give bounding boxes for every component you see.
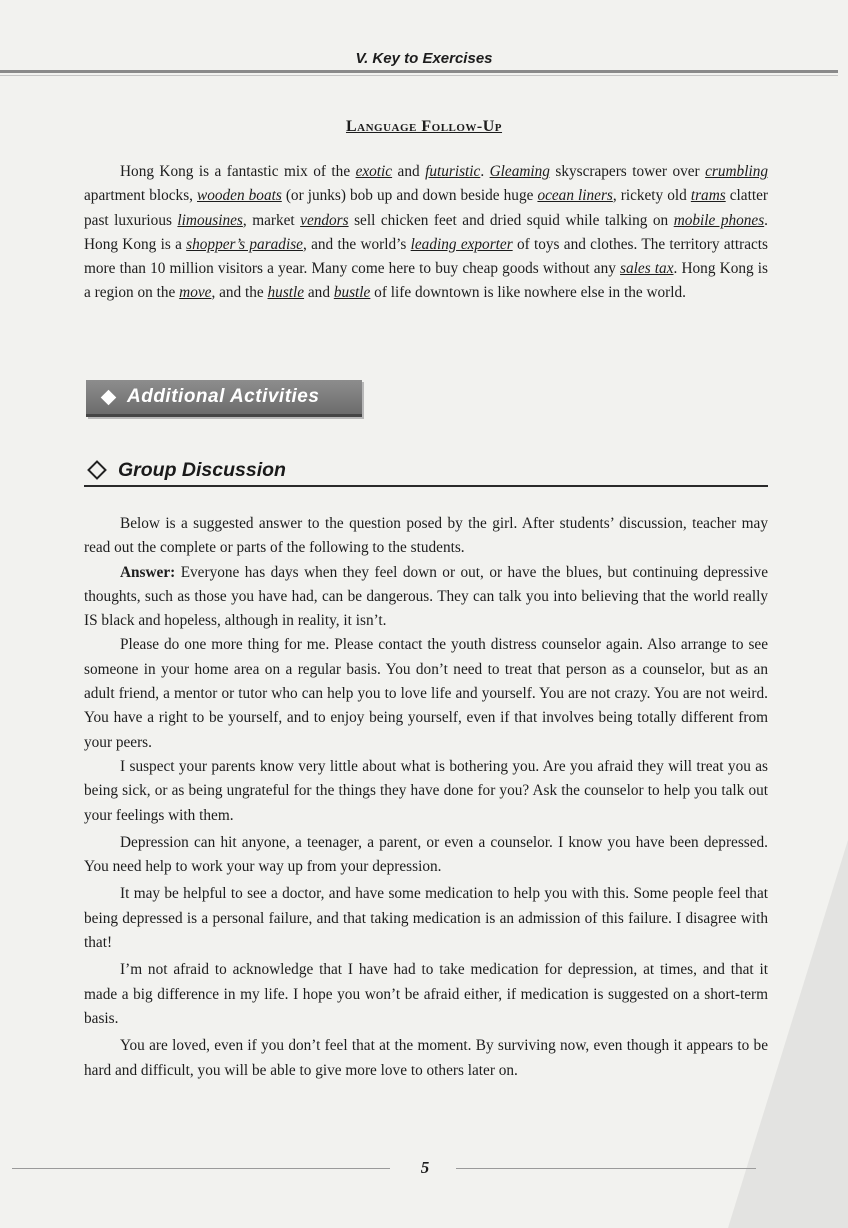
- vocab-term: Gleaming: [489, 163, 550, 180]
- vocab-term: bustle: [333, 284, 371, 302]
- footer-rule-left: [12, 1168, 390, 1169]
- section-title-text: Language Follow-Up: [345, 118, 503, 135]
- group-discussion-heading: [87, 455, 286, 485]
- text-segment: sell chicken feet and dried squid while talking on: [348, 211, 674, 229]
- group-discussion-body: [84, 512, 768, 1083]
- language-follow-up-paragraph: [84, 160, 768, 306]
- diamond-icon: [101, 389, 117, 405]
- body-paragraph: I suspect your parents know very little about what is bothering you. Are you afraid they will treat you as being sick, or as being ungrateful for the things they have done for you? Ask the counselor to help you talk out your feelings with them.: [84, 757, 768, 824]
- vocab-term: sales tax: [620, 260, 674, 278]
- group-discussion-rule: [84, 485, 768, 487]
- vocab-term: limousines: [177, 211, 243, 229]
- language-follow-up-body: [84, 160, 768, 306]
- text-segment: of toys and clothes. The territory attracts more than 10 million visitors a year. Many come here to buy cheap goods without any: [84, 235, 769, 278]
- running-header: V. Key to Exercises: [355, 50, 493, 67]
- text-segment: skyscrapers tower over: [549, 163, 706, 180]
- text-segment: apartment blocks,: [84, 187, 198, 205]
- text-segment: . Hong Kong is a region on the: [84, 260, 769, 302]
- vocab-term: futuristic: [425, 163, 481, 180]
- text-segment: of life downtown is like nowhere else in the world.: [370, 284, 686, 302]
- answer-text: Everyone has days when they feel down or out, or have the blues, but continuing depressive thoughts, such as those you have had, can be dangerous. They can talk you into believing that the world really IS black and hopeless, although in reality, it isn’t.: [84, 563, 768, 630]
- text-segment: and: [392, 163, 426, 180]
- vocab-term: leading exporter: [410, 235, 513, 253]
- text-segment: .: [480, 163, 490, 180]
- body-paragraph: Depression can hit anyone, a teenager, a parent, or even a counselor. I know you have been depressed. You need help to work your way up from your depression.: [84, 833, 768, 876]
- text-segment: and: [304, 284, 334, 302]
- body-paragraph: It may be helpful to see a doctor, and have some medication to help you with this. Some people feel that being depressed is a personal failure, and that taking medication is an admission of this failure. I disagree with that!: [84, 885, 768, 952]
- additional-activities-label: Additional Activities: [127, 386, 320, 407]
- vocab-term: vendors: [300, 211, 349, 229]
- vocab-term: ocean liners: [537, 187, 613, 205]
- text-segment: , and the world’s: [302, 235, 411, 253]
- header-rule-thin: [0, 75, 838, 76]
- text-segment: clatter past luxurious: [84, 187, 768, 229]
- text-segment: , and the: [211, 284, 268, 302]
- vocab-term: trams: [690, 187, 726, 205]
- vocab-term: hustle: [267, 284, 305, 302]
- text-segment: , market: [242, 211, 301, 229]
- outline-diamond-icon: [87, 460, 107, 480]
- section-title: [0, 118, 848, 136]
- text-segment: , rickety old: [612, 187, 691, 205]
- vocab-term: exotic: [355, 163, 393, 180]
- vocab-term: wooden boats: [197, 187, 282, 205]
- footer-rule-right: [456, 1168, 756, 1169]
- text-segment: (or junks) bob up and down beside huge: [281, 187, 538, 205]
- intro-paragraph: Below is a suggested answer to the question posed by the girl. After students’ discussion, teacher may read out the complete or parts of the following to the students.: [84, 515, 768, 557]
- text-segment: . Hong Kong is a: [84, 211, 768, 253]
- vocab-term: shopper’s paradise: [186, 235, 303, 253]
- vocab-term: mobile phones: [673, 211, 765, 229]
- body-paragraph: I’m not afraid to acknowledge that I have had to take medication for depression, at times, and that it made a big difference in my life. I hope you won’t be afraid either, if medication is suggested on a short-term basis.: [84, 961, 768, 1027]
- vocab-term: crumbling: [705, 163, 768, 180]
- page-number: 5: [420, 1158, 430, 1177]
- vocab-term: move: [179, 284, 212, 302]
- answer-paragraph: [84, 561, 768, 634]
- body-paragraph: You are loved, even if you don’t feel that at the moment. By surviving now, even though it appears to be hard and difficult, you will be able to give more love to others later on.: [84, 1037, 768, 1079]
- additional-activities-banner: [86, 380, 362, 417]
- body-paragraph: Please do one more thing for me. Please contact the youth distress counselor again. Also arrange to see someone in your home area on a regular basis. You don’t need to treat that person as a counselor, but as an adult friend, a mentor or tutor who can help you to love life and yourself. You are not crazy. You are not weird. You have a right to be yourself, and to enjoy being yourself, even if that involves being totally different from your peers.: [84, 636, 768, 751]
- header-rule: [0, 70, 838, 73]
- text-segment: Hong Kong is a fantastic mix of the: [120, 163, 356, 180]
- group-discussion-label: Group Discussion: [118, 458, 286, 481]
- answer-label: Answer:: [120, 563, 176, 581]
- page-shadow: [728, 840, 848, 1228]
